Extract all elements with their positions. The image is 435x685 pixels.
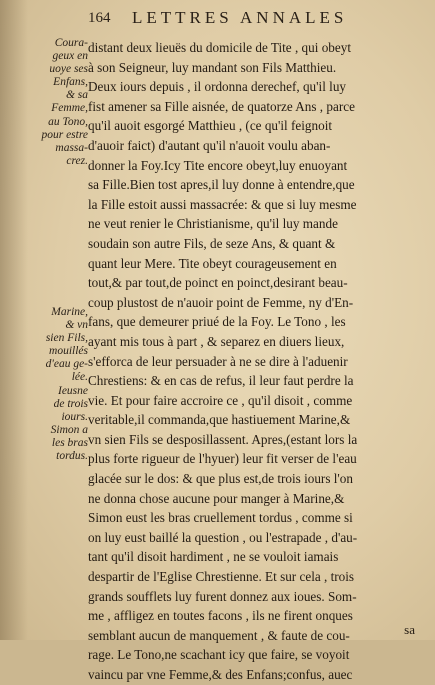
text-line: rage. Le Tono,ne scachant icy que faire, se voyoit xyxy=(88,647,350,663)
text-line: glacée sur le dos: & que plus est,de trois iours l'on xyxy=(88,471,353,487)
text-line: Chrestiens: & en cas de refus, il leur faut perdre la xyxy=(88,373,354,389)
text-line: Deux iours depuis , il ordonna derechef, qu'il luy xyxy=(88,79,347,95)
text-line: qu'il auoit esgorgé Matthieu , (ce qu'il feignoit xyxy=(88,118,333,134)
text-line: me , affligez en toutes facons , ils ne firent onques xyxy=(88,608,353,624)
text-line: sa Fille.Bien tost apres,il luy donne à entendre,que xyxy=(88,177,355,193)
catchword: sa xyxy=(404,622,415,637)
margin-note-line: uoye ses xyxy=(49,63,88,76)
page-number: 164 xyxy=(88,10,111,26)
margin-note-line: Ieusne xyxy=(57,384,88,397)
text-line: Simon eust les bras cruellement tordus , comme si xyxy=(88,510,353,526)
text-line: vn sien Fils se desposillassent. Apres,(estant lors la xyxy=(88,431,358,447)
text-line: donner la Foy.Icy Tite encore obeyt,luy enuoyant xyxy=(88,157,348,173)
margin-note-line: Enfans, xyxy=(53,76,88,89)
text-line: fist amener sa Fille aisnée, de quatorze Ans , parce xyxy=(88,98,355,114)
margin-note-line: Femme, xyxy=(51,102,88,115)
margin-note-line: de trois xyxy=(53,397,88,410)
text-line: grands soufflets luy furent donnez aux ioues. Som- xyxy=(88,588,357,604)
margin-note-line: d'eau ge- xyxy=(45,358,88,371)
text-line: on luy eust baillé la question , ou l'estrapade , d'au- xyxy=(88,529,358,545)
margin-note-line: Simon a xyxy=(50,423,88,436)
text-line: s'efforca de leur persuader à ne se dire à l'aduenir xyxy=(88,353,348,369)
margin-note-1 xyxy=(16,37,92,168)
margin-note-line: & vn xyxy=(65,319,88,332)
body-text xyxy=(88,38,426,685)
margin-note-line: sien Fils, xyxy=(45,332,88,345)
margin-note-line: mouillés xyxy=(49,345,88,358)
page-header xyxy=(88,4,428,30)
text-line: vie. Et pour faire accroire ce , qu'il disoit , comme xyxy=(88,392,353,408)
text-line: d'auoir faict) d'autant qu'il n'auoit voulu aban- xyxy=(88,137,331,153)
margin-note-line: les bras xyxy=(51,436,88,449)
margin-note-line: massa- xyxy=(55,141,88,154)
text-line: tout,& par tout,de poinct en poinct,desirant beau- xyxy=(88,275,348,291)
text-line: ne veut renier le Christianisme, qu'il luy mande xyxy=(88,216,338,232)
running-title: LETTRES ANNALES xyxy=(132,8,348,27)
margin-note-line: pour estre xyxy=(41,128,88,141)
text-line: fans, que demeurer priué de la Foy. Le Tono , les xyxy=(88,314,346,330)
margin-note-line: au Tono, xyxy=(48,115,88,128)
margin-note-line: Marine, xyxy=(51,306,88,318)
margin-note-line: crez. xyxy=(66,154,88,167)
text-line: ayant mis tous à part , & separez en diuers lieux, xyxy=(88,333,345,349)
text-line: tant qu'il disoit hardiment , ne se vouloit iamais xyxy=(88,549,339,565)
text-line: à son Seigneur, luy mandant son Fils Matthieu. xyxy=(88,59,337,75)
margin-note-line: geux en xyxy=(52,50,88,63)
margin-note-line: Coura- xyxy=(54,37,88,49)
margin-note-line: tordus. xyxy=(56,450,88,463)
margin-note-line: iours. xyxy=(61,410,88,423)
text-line: coup plustost de n'auoir point de Femme, ny d'En- xyxy=(88,294,354,310)
margin-note-line: lée. xyxy=(71,371,88,384)
text-line: soudain son autre Fils, de seze Ans, & quant & xyxy=(88,235,336,251)
text-line: quant leur Mere. Tite obeyt courageusement en xyxy=(88,255,337,271)
text-line: plus forte rigueur de l'hyuer) leur fit verser de l'eau xyxy=(88,451,357,467)
margin-note-line: & sa xyxy=(65,89,88,102)
text-line: semblant aucun de manquement , & faute de cou- xyxy=(88,627,350,643)
margin-note-2 xyxy=(16,306,92,463)
text-line: veritable,il commanda,que hastiuement Marine,& xyxy=(88,412,351,428)
text-line: vaincu par vne Femme,& des Enfans;confus, auec xyxy=(88,667,353,682)
text-line: despartir de l'Eglise Chrestienne. Et sur cela , trois xyxy=(88,569,355,585)
text-line: ne donna chose aucune pour manger à Marine,& xyxy=(88,490,345,506)
text-line: distant deux lieuës du domicile de Tite , qui obeyt xyxy=(88,40,351,55)
text-line: la Fille estoit aussi massacrée: & que si luy mesme xyxy=(88,196,357,212)
